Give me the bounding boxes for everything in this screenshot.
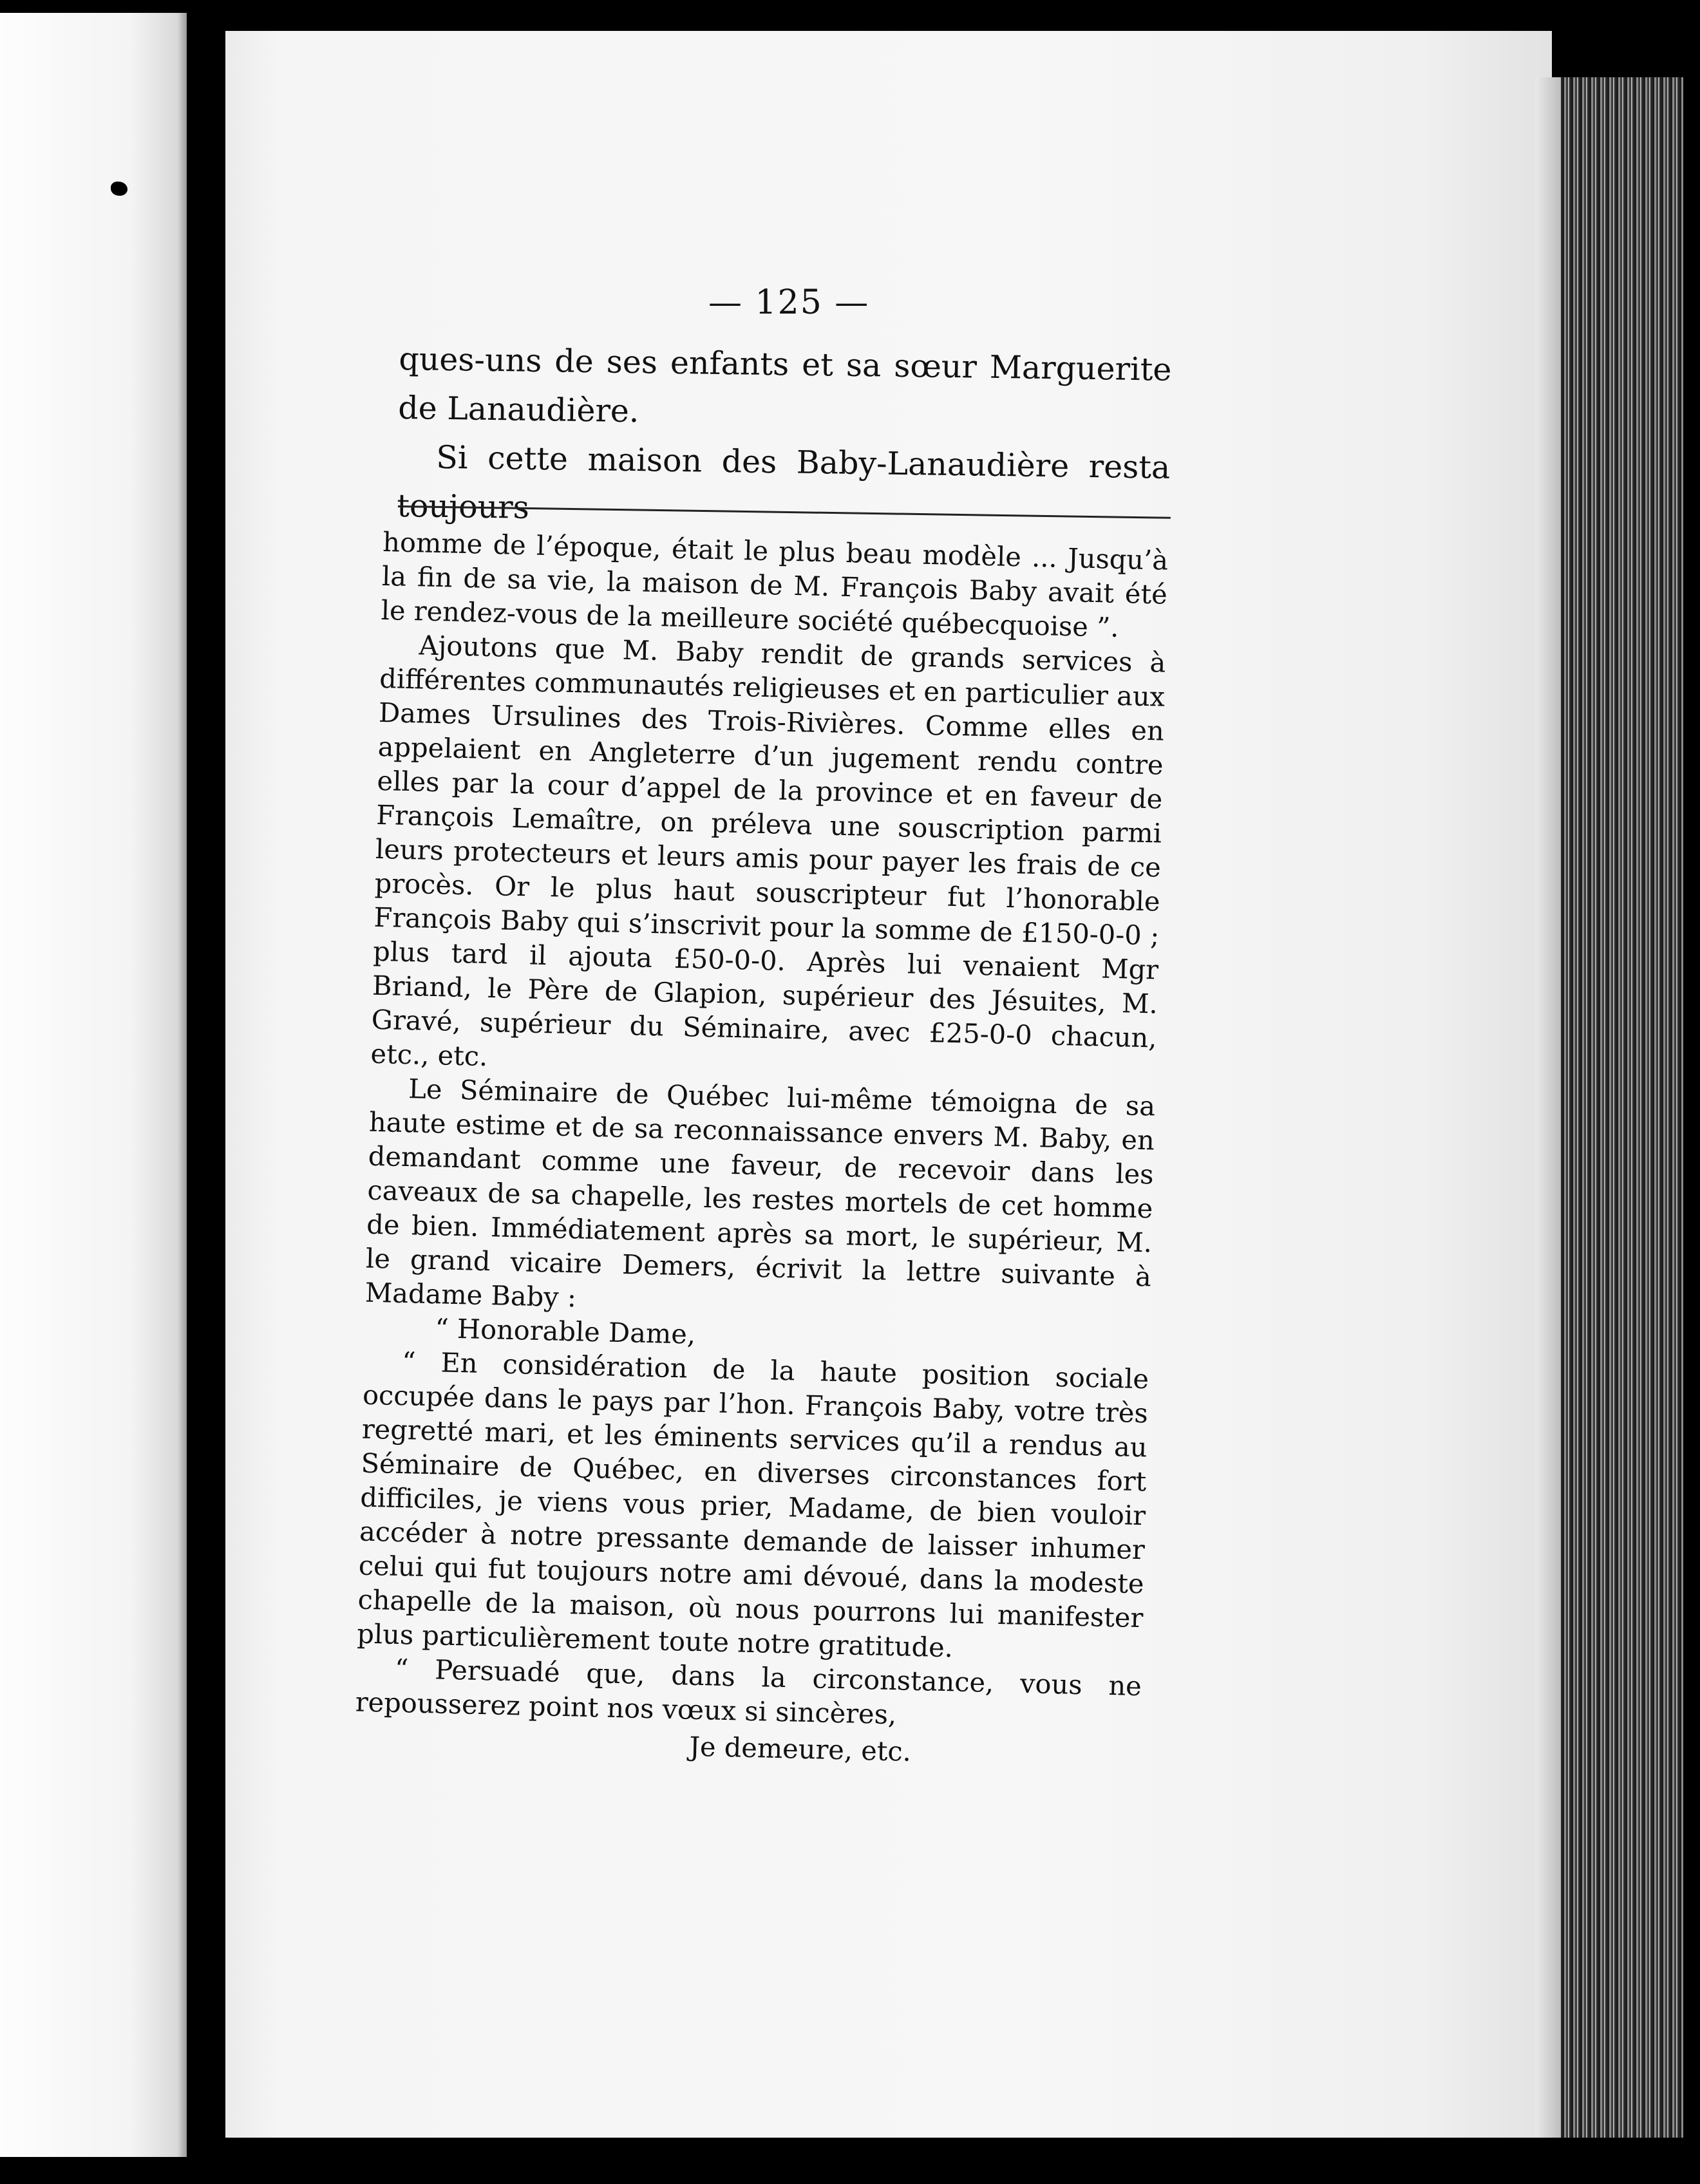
- book-gutter: [187, 0, 225, 2184]
- letter-paragraph-2: “ Persuadé que, dans la circonstance, vous ne repousserez point nos vœux si sincères,: [355, 1652, 1142, 1731]
- main-paragraph-continued: ques-uns de ses enfants et sa sœur Marguerite de Lanaudière.: [398, 340, 1172, 430]
- footnote-paragraph-3: Le Séminaire de Québec lui-même témoigna de sa haute estime et de sa reconnaissance envers M. Baby, en demandant comme une faveur, de recevoir dans les caveaux de sa chapelle, les restes mortels de cet homme de bien. Immédiatement après sa mort, le supérieur, M. le grand vicaire Demers, écrivit la lettre suivante à Madame Baby :: [364, 1073, 1156, 1313]
- footnote-paragraph-2: Ajoutons que M. Baby rendit de grands services à différentes communautés religieuses et en particulier aux Dames Ursulines des Trois-Rivières. Comme elles en appelaient en Angleterre d’un jugement rendu contre elles par la cour d’appel de la province et en faveur de François Lemaître, on préleva une souscription parmi leurs protecteurs et leurs amis pour payer les frais de ce procès. Or le plus haut souscripteur fut l’honorable François Baby qui s’inscrivit pour la somme de £150-0-0 ; plus tard il ajouta £50-0-0. Après lui venaient Mgr Briand, le Père de Glapion, supérieur des Jésuites, M. Gravé, supérieur du Séminaire, avec £25-0-0 chacun, etc., etc.: [370, 629, 1166, 1073]
- letter-salutation: “ Honorable Dame,: [435, 1312, 696, 1350]
- main-paragraph: Si cette maison des Baby-Lanaudière resta toujours: [396, 438, 1171, 526]
- letter-paragraph-1: “ En considération de la haute position sociale occupée dans le pays par l’hon. François Baby, votre très regretté mari, et les éminents services qu’il a rendus au Séminaire de Québec, en diverses circonstances fort difficiles, je viens vous prier, Madame, de bien vouloir accéder à notre pressante demande de laisser inhumer celui qui fut toujours notre ami dévoué, dans la modeste chapelle de la maison, où nous pourrons lui manifester plus particulièrement toute notre gratitude.: [356, 1346, 1149, 1664]
- page-number: — 125 —: [708, 283, 870, 322]
- footnote-paragraph-1: homme de l’époque, était le plus beau modèle ... Jusqu’à la fin de sa vie, la maison de M. François Baby avait été le rendez-vous de la meilleure société québecquoise ”.: [381, 525, 1169, 643]
- page-edge-highlight: [1535, 77, 1561, 2138]
- previous-page-edge: [0, 13, 187, 2157]
- letter-closing: Je demeure, etc.: [688, 1730, 912, 1767]
- ink-blot: [111, 182, 128, 196]
- footnote-block: [354, 525, 1169, 1774]
- main-text: [397, 335, 1172, 541]
